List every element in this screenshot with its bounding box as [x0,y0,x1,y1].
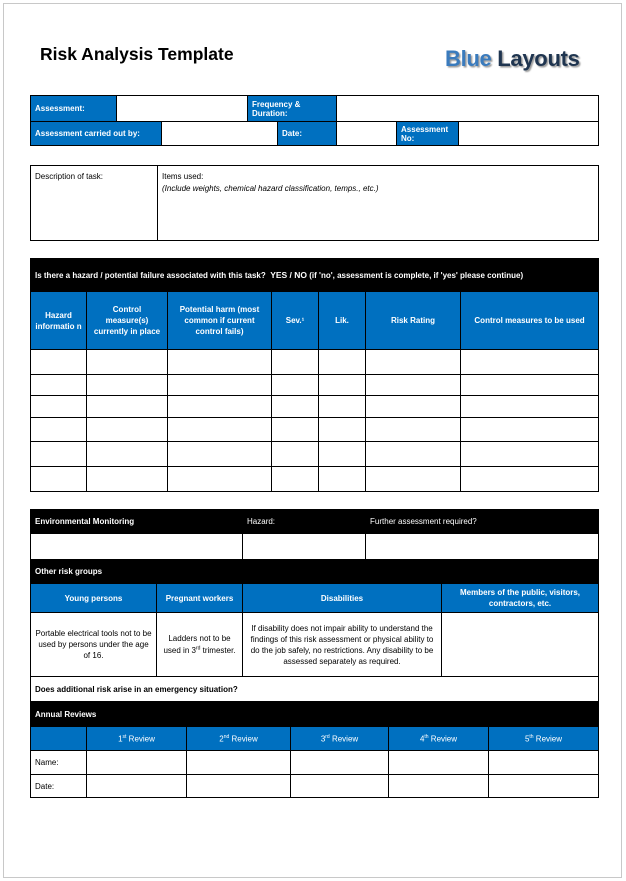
members-of-public-note[interactable] [442,613,599,677]
hazard-cell[interactable] [319,396,366,418]
hazard-cell[interactable] [319,442,366,467]
hazard-cell[interactable] [168,442,272,467]
risk-group-young-persons: Young persons [31,584,157,613]
col-risk-rating: Risk Rating [366,292,461,350]
hazard-cell[interactable] [31,442,87,467]
hazard-question-yesno: YES / NO [270,270,308,280]
hazard-cell[interactable] [366,375,461,396]
emergency-question: Does additional risk arise in an emergency situation? [31,677,599,702]
assessment-table [30,95,599,146]
hazard-cell[interactable] [87,350,168,375]
carried-out-field[interactable] [162,122,278,146]
col-severity: Sev.¹ [272,292,319,350]
hazard-row [31,350,599,375]
col-control-measures-to-use: Control measures to be used [461,292,599,350]
disabilities-note[interactable]: If disability does not impair ability to understand the findings of this risk assessment or physical ability to do the job safely, no restrictions. Any disability to be assessed separately as required. [243,613,442,677]
env-monitoring-field[interactable] [31,534,243,560]
pregnant-workers-note[interactable] [157,613,243,677]
date-field[interactable] [337,122,397,146]
col-control-measures-in-place: Control measure(s) currently in place [87,292,168,350]
assessment-field[interactable] [117,96,248,122]
hazard-table [30,258,599,492]
review-date-label: Date: [31,775,87,798]
hazard-cell[interactable] [31,396,87,418]
review-name-cell[interactable] [87,751,187,775]
col-hazard-information: Hazard informatio n [31,292,87,350]
review-name-label: Name: [31,751,87,775]
hazard-cell[interactable] [319,467,366,492]
assessment-no-field[interactable] [459,122,599,146]
hazard-cell[interactable] [87,467,168,492]
review-date-cell[interactable] [291,775,389,798]
hazard-cell[interactable] [366,442,461,467]
pregnant-workers-text: Ladders not to be used in 3rd trimester. [163,633,236,656]
hazard-cell[interactable] [366,350,461,375]
hazard-cell[interactable] [272,442,319,467]
hazard-row [31,375,599,396]
young-persons-note[interactable]: Portable electrical tools not to be used by persons under the age of 16. [31,613,157,677]
review-date-cell[interactable] [489,775,599,798]
review-date-cell[interactable] [87,775,187,798]
further-assessment-label: Further assessment required? [366,510,599,534]
annual-reviews-title: Annual Reviews [31,702,599,727]
hazard-cell[interactable] [168,350,272,375]
hazard-cell[interactable] [272,467,319,492]
hazard-cell[interactable] [168,418,272,442]
frequency-field[interactable] [337,96,599,122]
hazard-row [31,396,599,418]
reviews-table [30,726,599,798]
review-corner [31,727,87,751]
logo-word-blue: Blue [445,46,492,71]
hazard-cell[interactable] [168,375,272,396]
hazard-cell[interactable] [272,375,319,396]
hazard-cell[interactable] [461,396,599,418]
col-potential-harm: Potential harm (most common if current control fails) [168,292,272,350]
hazard-cell[interactable] [461,467,599,492]
further-assessment-field[interactable] [366,534,599,560]
hazard-cell[interactable] [319,375,366,396]
assessment-no-label: Assessment No: [397,122,459,146]
hazard-cell[interactable] [87,396,168,418]
hazard-cell[interactable] [31,375,87,396]
hazard-row [31,442,599,467]
page-title: Risk Analysis Template [40,44,234,64]
carried-out-label: Assessment carried out by: [31,122,162,146]
hazard-cell[interactable] [461,350,599,375]
hazard-cell[interactable] [366,418,461,442]
frequency-label: Frequency & Duration: [248,96,337,122]
review-name-cell[interactable] [291,751,389,775]
hazard-row [31,467,599,492]
env-hazard-label: Hazard: [243,510,366,534]
hazard-cell[interactable] [319,418,366,442]
hazard-cell[interactable] [87,418,168,442]
hazard-cell[interactable] [319,350,366,375]
other-risk-groups-title: Other risk groups [31,560,599,584]
risk-group-disabilities: Disabilities [243,584,442,613]
hazard-cell[interactable] [87,375,168,396]
hazard-cell[interactable] [87,442,168,467]
review-1-header: 1st Review [87,727,187,751]
hazard-cell[interactable] [168,396,272,418]
description-label: Description of task: [35,172,104,181]
hazard-cell[interactable] [366,467,461,492]
hazard-cell[interactable] [461,418,599,442]
review-5-header: 5th Review [489,727,599,751]
hazard-cell[interactable] [272,418,319,442]
description-of-task[interactable] [31,166,158,241]
risk-group-members-of-public: Members of the public, visitors, contractors, etc. [442,584,599,613]
review-name-cell[interactable] [389,751,489,775]
hazard-question [31,259,599,292]
items-used[interactable] [158,166,599,241]
hazard-cell[interactable] [366,396,461,418]
date-label: Date: [278,122,337,146]
hazard-cell[interactable] [31,467,87,492]
brand-logo [445,46,580,72]
items-label: Items used: [162,172,204,181]
risk-group-pregnant-workers: Pregnant workers [157,584,243,613]
hazard-cell[interactable] [272,350,319,375]
logo-word-layouts: Layouts [497,46,580,71]
review-2-header: 2nd Review [187,727,291,751]
task-table [30,165,599,241]
hazard-cell[interactable] [31,418,87,442]
review-date-cell[interactable] [187,775,291,798]
col-likelihood: Lik. [319,292,366,350]
hazard-cell[interactable] [272,396,319,418]
hazard-cell[interactable] [31,350,87,375]
hazard-question-prefix: Is there a hazard / potential failure associated with this task? [35,271,266,280]
review-3-header: 3rd Review [291,727,389,751]
review-name-cell[interactable] [489,751,599,775]
review-name-cell[interactable] [187,751,291,775]
hazard-cell[interactable] [461,375,599,396]
monitoring-table [30,509,599,727]
env-hazard-field[interactable] [243,534,366,560]
review-4-header: 4th Review [389,727,489,751]
assessment-label: Assessment: [31,96,117,122]
hazard-cell[interactable] [168,467,272,492]
hazard-cell[interactable] [461,442,599,467]
hazard-question-suffix: (if 'no', assessment is complete, if 'yes' please continue) [309,271,524,280]
hazard-row [31,418,599,442]
review-date-cell[interactable] [389,775,489,798]
items-hint: (Include weights, chemical hazard classification, temps., etc.) [162,184,379,193]
environmental-monitoring-label: Environmental Monitoring [31,510,243,534]
